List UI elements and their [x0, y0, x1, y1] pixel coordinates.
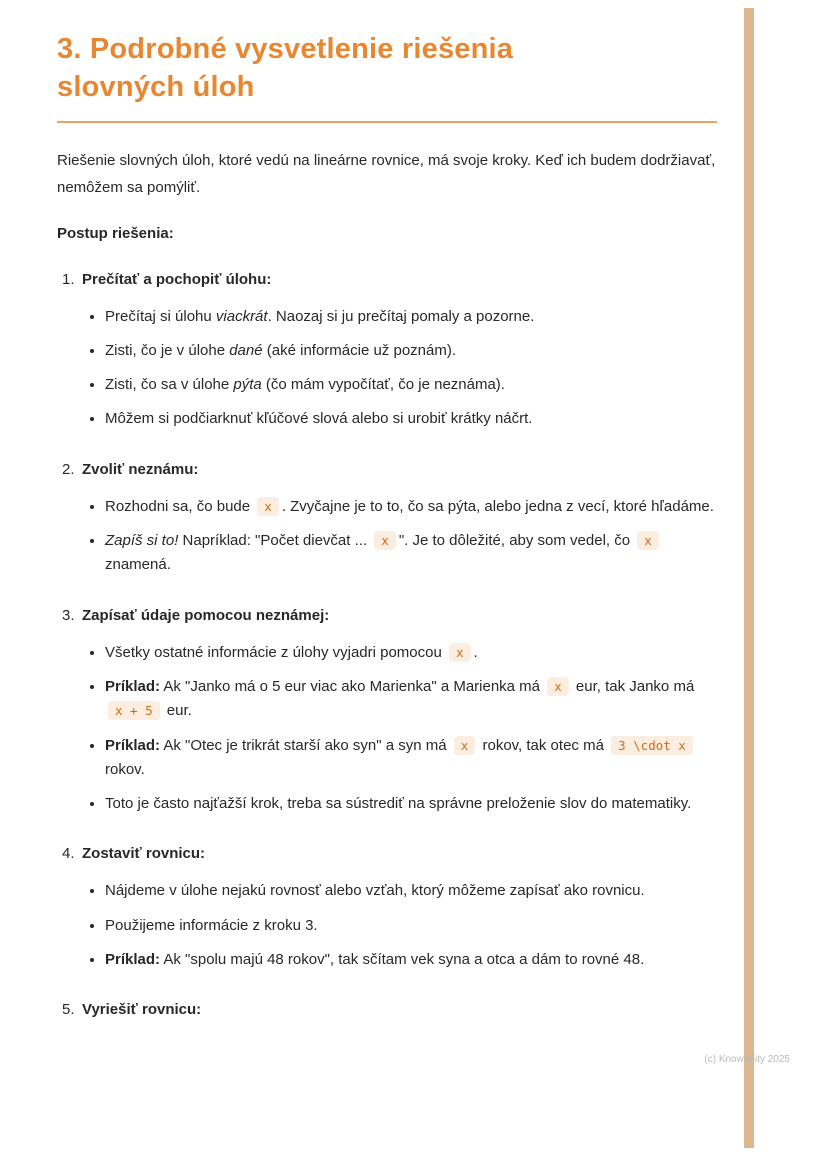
- text-segment: rokov, tak otec má: [478, 736, 609, 754]
- bullet-item: [105, 339, 719, 363]
- inline-code-chip: x: [449, 643, 471, 662]
- right-accent-stripe: [744, 8, 754, 1148]
- bullet-item: [105, 495, 719, 519]
- bullet-item: [105, 305, 719, 329]
- intro-paragraph: Riešenie slovných úloh, ktoré vedú na lineárne rovnice, má svoje kroky. Keď ich budem dodržiavať, nemôžem sa pomýliť.: [57, 151, 716, 196]
- step-heading: [57, 842, 719, 866]
- bold-text: Príklad:: [105, 677, 161, 695]
- title-divider: [57, 121, 717, 123]
- bullet-item: [105, 373, 719, 397]
- text-segment: Prečítaj si úlohu: [105, 307, 216, 325]
- bullet-item: [105, 529, 719, 578]
- text-segment: eur.: [162, 702, 192, 720]
- bullet-item: [105, 879, 719, 903]
- step-title: Zapísať údaje pomocou neznámej:: [82, 606, 330, 624]
- text-segment: Všetky ostatné informácie z úlohy vyjadri pomocou: [105, 643, 446, 661]
- italic-text: dané: [229, 341, 263, 359]
- step-title: Vyriešiť rovnicu:: [82, 1001, 202, 1019]
- step-number: 3.: [62, 606, 75, 624]
- step-heading: [57, 268, 719, 292]
- page-title: 3. Podrobné vysvetlenie riešenia slovných úloh: [57, 33, 514, 104]
- text-segment: znamená.: [105, 556, 171, 574]
- text-segment: .: [473, 643, 478, 661]
- step-item: [57, 458, 719, 578]
- inline-code-chip: x: [637, 531, 659, 550]
- procedure-heading: Postup riešenia:: [57, 224, 174, 242]
- italic-text: Zapíš si to!: [105, 532, 179, 550]
- bullet-item: [105, 675, 719, 724]
- text-segment: Zisti, čo je v úlohe: [105, 341, 230, 359]
- text-segment: Ak "Janko má o 5 eur viac ako Marienka" a Marienka má: [160, 677, 545, 695]
- text-segment: . Zvyčajne je to to, čo sa pýta, alebo jedna z vecí, ktoré hľadáme.: [281, 497, 714, 515]
- step-number: 1.: [62, 270, 75, 288]
- bullet-item: [105, 914, 719, 938]
- bullet-item: [105, 407, 719, 431]
- inline-code-chip: x: [374, 531, 396, 550]
- text-segment: eur, tak Janko má: [571, 677, 695, 695]
- italic-text: viackrát: [215, 307, 268, 325]
- inline-code-chip: x: [257, 497, 279, 516]
- inline-code-chip: 3 \cdot x: [611, 736, 693, 755]
- step-item: [57, 268, 719, 432]
- inline-code-chip: x + 5: [108, 701, 160, 720]
- text-segment: (aké informácie už poznám).: [262, 341, 457, 359]
- bold-text: Príklad:: [105, 736, 161, 754]
- step-item: [57, 604, 719, 817]
- text-segment: Toto je často najťažší krok, treba sa sústrediť na správne preloženie slov do matematiky.: [105, 795, 692, 813]
- step-heading: [57, 604, 719, 628]
- inline-code-chip: x: [454, 736, 476, 755]
- text-segment: Ak "Otec je trikrát starší ako syn" a syn má: [160, 736, 451, 754]
- text-segment: rokov.: [105, 760, 145, 778]
- step-title: Zvoliť neznámu:: [82, 460, 199, 478]
- steps-list: [57, 268, 719, 1023]
- step-number: 5.: [62, 1001, 75, 1019]
- text-segment: Použijeme informácie z kroku 3.: [105, 916, 318, 934]
- bullet-item: [105, 792, 719, 816]
- copyright-watermark: (c) Knowunity 2025: [704, 1054, 790, 1065]
- step-bullet-list: [57, 641, 719, 817]
- text-segment: Môžem si podčiarknuť kľúčové slová alebo si urobiť krátky náčrt.: [105, 410, 533, 428]
- text-segment: Ak "spolu majú 48 rokov", tak sčítam vek syna a otca a dám to rovné 48.: [160, 950, 645, 968]
- text-segment: . Naozaj si ju prečítaj pomaly a pozorne.: [267, 307, 535, 325]
- step-title: Prečítať a pochopiť úlohu:: [82, 270, 272, 288]
- step-heading: [57, 458, 719, 482]
- text-segment: Nájdeme v úlohe nejakú rovnosť alebo vzťah, ktorý môžeme zapísať ako rovnicu.: [105, 882, 645, 900]
- text-segment: ". Je to dôležité, aby som vedel, čo: [398, 532, 635, 550]
- step-number: 4.: [62, 845, 75, 863]
- text-segment: (čo mám vypočítať, čo je neznáma).: [261, 376, 505, 394]
- step-item: [57, 998, 719, 1022]
- bullet-item: [105, 641, 719, 665]
- step-bullet-list: [57, 305, 719, 432]
- text-segment: Zisti, čo sa v úlohe: [105, 376, 234, 394]
- step-number: 2.: [62, 460, 75, 478]
- step-bullet-list: [57, 495, 719, 578]
- step-title: Zostaviť rovnicu:: [82, 845, 206, 863]
- text-segment: Rozhodni sa, čo bude: [105, 497, 255, 515]
- step-bullet-list: [57, 879, 719, 972]
- italic-text: pýta: [233, 376, 262, 394]
- step-heading: [57, 998, 719, 1022]
- text-segment: Napríklad: "Počet dievčat ...: [178, 532, 372, 550]
- bullet-item: [105, 948, 719, 972]
- bold-text: Príklad:: [105, 950, 161, 968]
- bullet-item: [105, 734, 719, 783]
- step-item: [57, 842, 719, 972]
- inline-code-chip: x: [547, 677, 569, 696]
